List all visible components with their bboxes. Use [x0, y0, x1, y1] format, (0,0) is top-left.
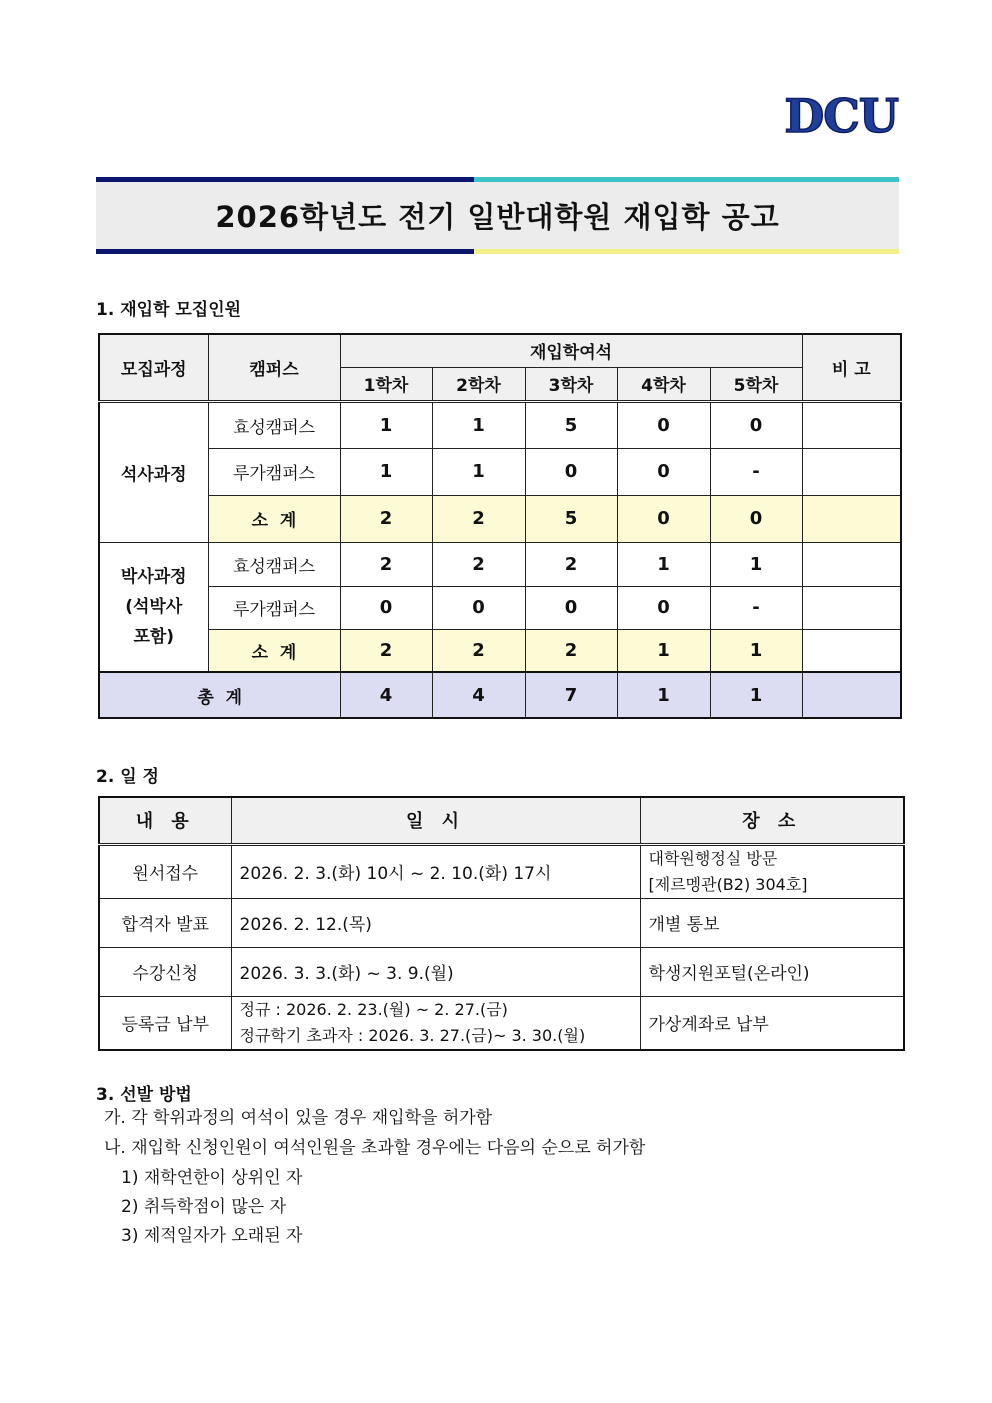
- value-cell: 2: [432, 629, 525, 672]
- schedule-place: 개별 통보: [640, 898, 904, 947]
- schedule-place-line2: [제르멩관(B2) 304호]: [648, 874, 808, 894]
- page-title: 2026학년도 전기 일반대학원 재입학 공고: [215, 200, 780, 234]
- schedule-content: 등록금 납부: [99, 996, 231, 1050]
- header-place: 장 소: [640, 797, 904, 844]
- banner-bar-bottom-left: [96, 249, 474, 254]
- campus-cell: 효성캠퍼스: [208, 542, 340, 586]
- value-cell: 0: [710, 495, 802, 542]
- doctoral-label-line2: (석박사: [125, 596, 183, 617]
- schedule-content: 합격자 발표: [99, 898, 231, 947]
- total-label: 총 계: [99, 672, 340, 718]
- title-banner: [96, 177, 899, 255]
- schedule-date-line1: 정규 : 2026. 2. 23.(월) ~ 2. 27.(금): [239, 999, 508, 1019]
- note-cell: [802, 448, 901, 495]
- value-cell: 1: [432, 401, 525, 448]
- campus-cell: 루가캠퍼스: [208, 448, 340, 495]
- schedule-date: 2026. 3. 3.(화) ~ 3. 9.(월): [231, 947, 640, 996]
- method-item-2: 2) 취득학점이 많은 자: [121, 1197, 287, 1217]
- section1-heading: 1. 재입학 모집인원: [96, 300, 242, 320]
- value-cell: -: [710, 448, 802, 495]
- value-cell: 0: [617, 401, 710, 448]
- schedule-place: [640, 844, 904, 898]
- value-cell: 1: [432, 448, 525, 495]
- schedule-content: 수강신청: [99, 947, 231, 996]
- value-cell: 1: [340, 448, 432, 495]
- value-cell: 0: [525, 586, 617, 629]
- doctoral-label-line3: 포함): [133, 626, 175, 647]
- schedule-date: 2026. 2. 3.(화) 10시 ~ 2. 10.(화) 17시: [231, 844, 640, 898]
- header-date: 일 시: [231, 797, 640, 844]
- header-year-5: 5학차: [710, 367, 802, 401]
- header-year-4: 4학차: [617, 367, 710, 401]
- note-cell: [802, 672, 901, 718]
- masters-label: 석사과정: [99, 401, 208, 542]
- value-cell: 0: [617, 495, 710, 542]
- header-content: 내 용: [99, 797, 231, 844]
- subtotal-label: 소 계: [208, 495, 340, 542]
- note-cell: [802, 542, 901, 586]
- section2-heading: 2. 일 정: [96, 767, 159, 787]
- subtotal-label: 소 계: [208, 629, 340, 672]
- header-vacancy: 재입학여석: [340, 334, 802, 367]
- value-cell: 2: [432, 495, 525, 542]
- doctoral-label-line1: 박사과정: [120, 566, 187, 587]
- method-item-3: 3) 제적일자가 오래된 자: [121, 1226, 303, 1246]
- schedule-table: [98, 796, 905, 1051]
- value-cell: 5: [525, 401, 617, 448]
- total-value: 1: [710, 672, 802, 718]
- note-cell: [802, 495, 901, 542]
- value-cell: 5: [525, 495, 617, 542]
- title-box: [96, 182, 899, 249]
- value-cell: 2: [340, 629, 432, 672]
- schedule-date: 2026. 2. 12.(목): [231, 898, 640, 947]
- value-cell: 1: [710, 629, 802, 672]
- schedule-place: 학생지원포털(온라인): [640, 947, 904, 996]
- total-value: 1: [617, 672, 710, 718]
- value-cell: 2: [340, 495, 432, 542]
- value-cell: 1: [617, 542, 710, 586]
- doctoral-label: [99, 542, 208, 672]
- method-line-b: 나. 재입학 신청인원이 여석인원을 초과할 경우에는 다음의 순으로 허가함: [104, 1138, 646, 1158]
- header-year-3: 3학차: [525, 367, 617, 401]
- banner-bar-bottom-right: [474, 249, 899, 254]
- total-value: 4: [340, 672, 432, 718]
- total-value: 7: [525, 672, 617, 718]
- value-cell: 0: [617, 448, 710, 495]
- value-cell: 1: [617, 629, 710, 672]
- value-cell: 1: [340, 401, 432, 448]
- value-cell: 2: [340, 542, 432, 586]
- recruitment-table: [98, 333, 902, 719]
- header-campus: 캠퍼스: [208, 334, 340, 401]
- method-item-1: 1) 재학연한이 상위인 자: [121, 1168, 303, 1188]
- header-course: 모집과정: [99, 334, 208, 401]
- value-cell: 0: [340, 586, 432, 629]
- header-year-2: 2학차: [432, 367, 525, 401]
- value-cell: 1: [710, 542, 802, 586]
- note-cell: [802, 586, 901, 629]
- value-cell: 2: [432, 542, 525, 586]
- schedule-place: 가상계좌로 납부: [640, 996, 904, 1050]
- value-cell: 0: [525, 448, 617, 495]
- dcu-logo: DCU: [784, 89, 898, 143]
- total-value: 4: [432, 672, 525, 718]
- value-cell: 2: [525, 629, 617, 672]
- section3-heading: 3. 선발 방법: [96, 1085, 192, 1105]
- schedule-date: [231, 996, 640, 1050]
- value-cell: 2: [525, 542, 617, 586]
- method-line-a: 가. 각 학위과정의 여석이 있을 경우 재입학을 허가함: [104, 1108, 493, 1128]
- note-cell: [802, 629, 901, 672]
- value-cell: 0: [617, 586, 710, 629]
- header-year-1: 1학차: [340, 367, 432, 401]
- schedule-date-line2: 정규학기 초과자 : 2026. 3. 27.(금)~ 3. 30.(월): [239, 1025, 586, 1045]
- value-cell: -: [710, 586, 802, 629]
- value-cell: 0: [710, 401, 802, 448]
- schedule-place-line1: 대학원행정실 방문: [648, 848, 778, 868]
- campus-cell: 루가캠퍼스: [208, 586, 340, 629]
- campus-cell: 효성캠퍼스: [208, 401, 340, 448]
- value-cell: 0: [432, 586, 525, 629]
- note-cell: [802, 401, 901, 448]
- schedule-content: 원서접수: [99, 844, 231, 898]
- header-note: 비 고: [802, 334, 901, 401]
